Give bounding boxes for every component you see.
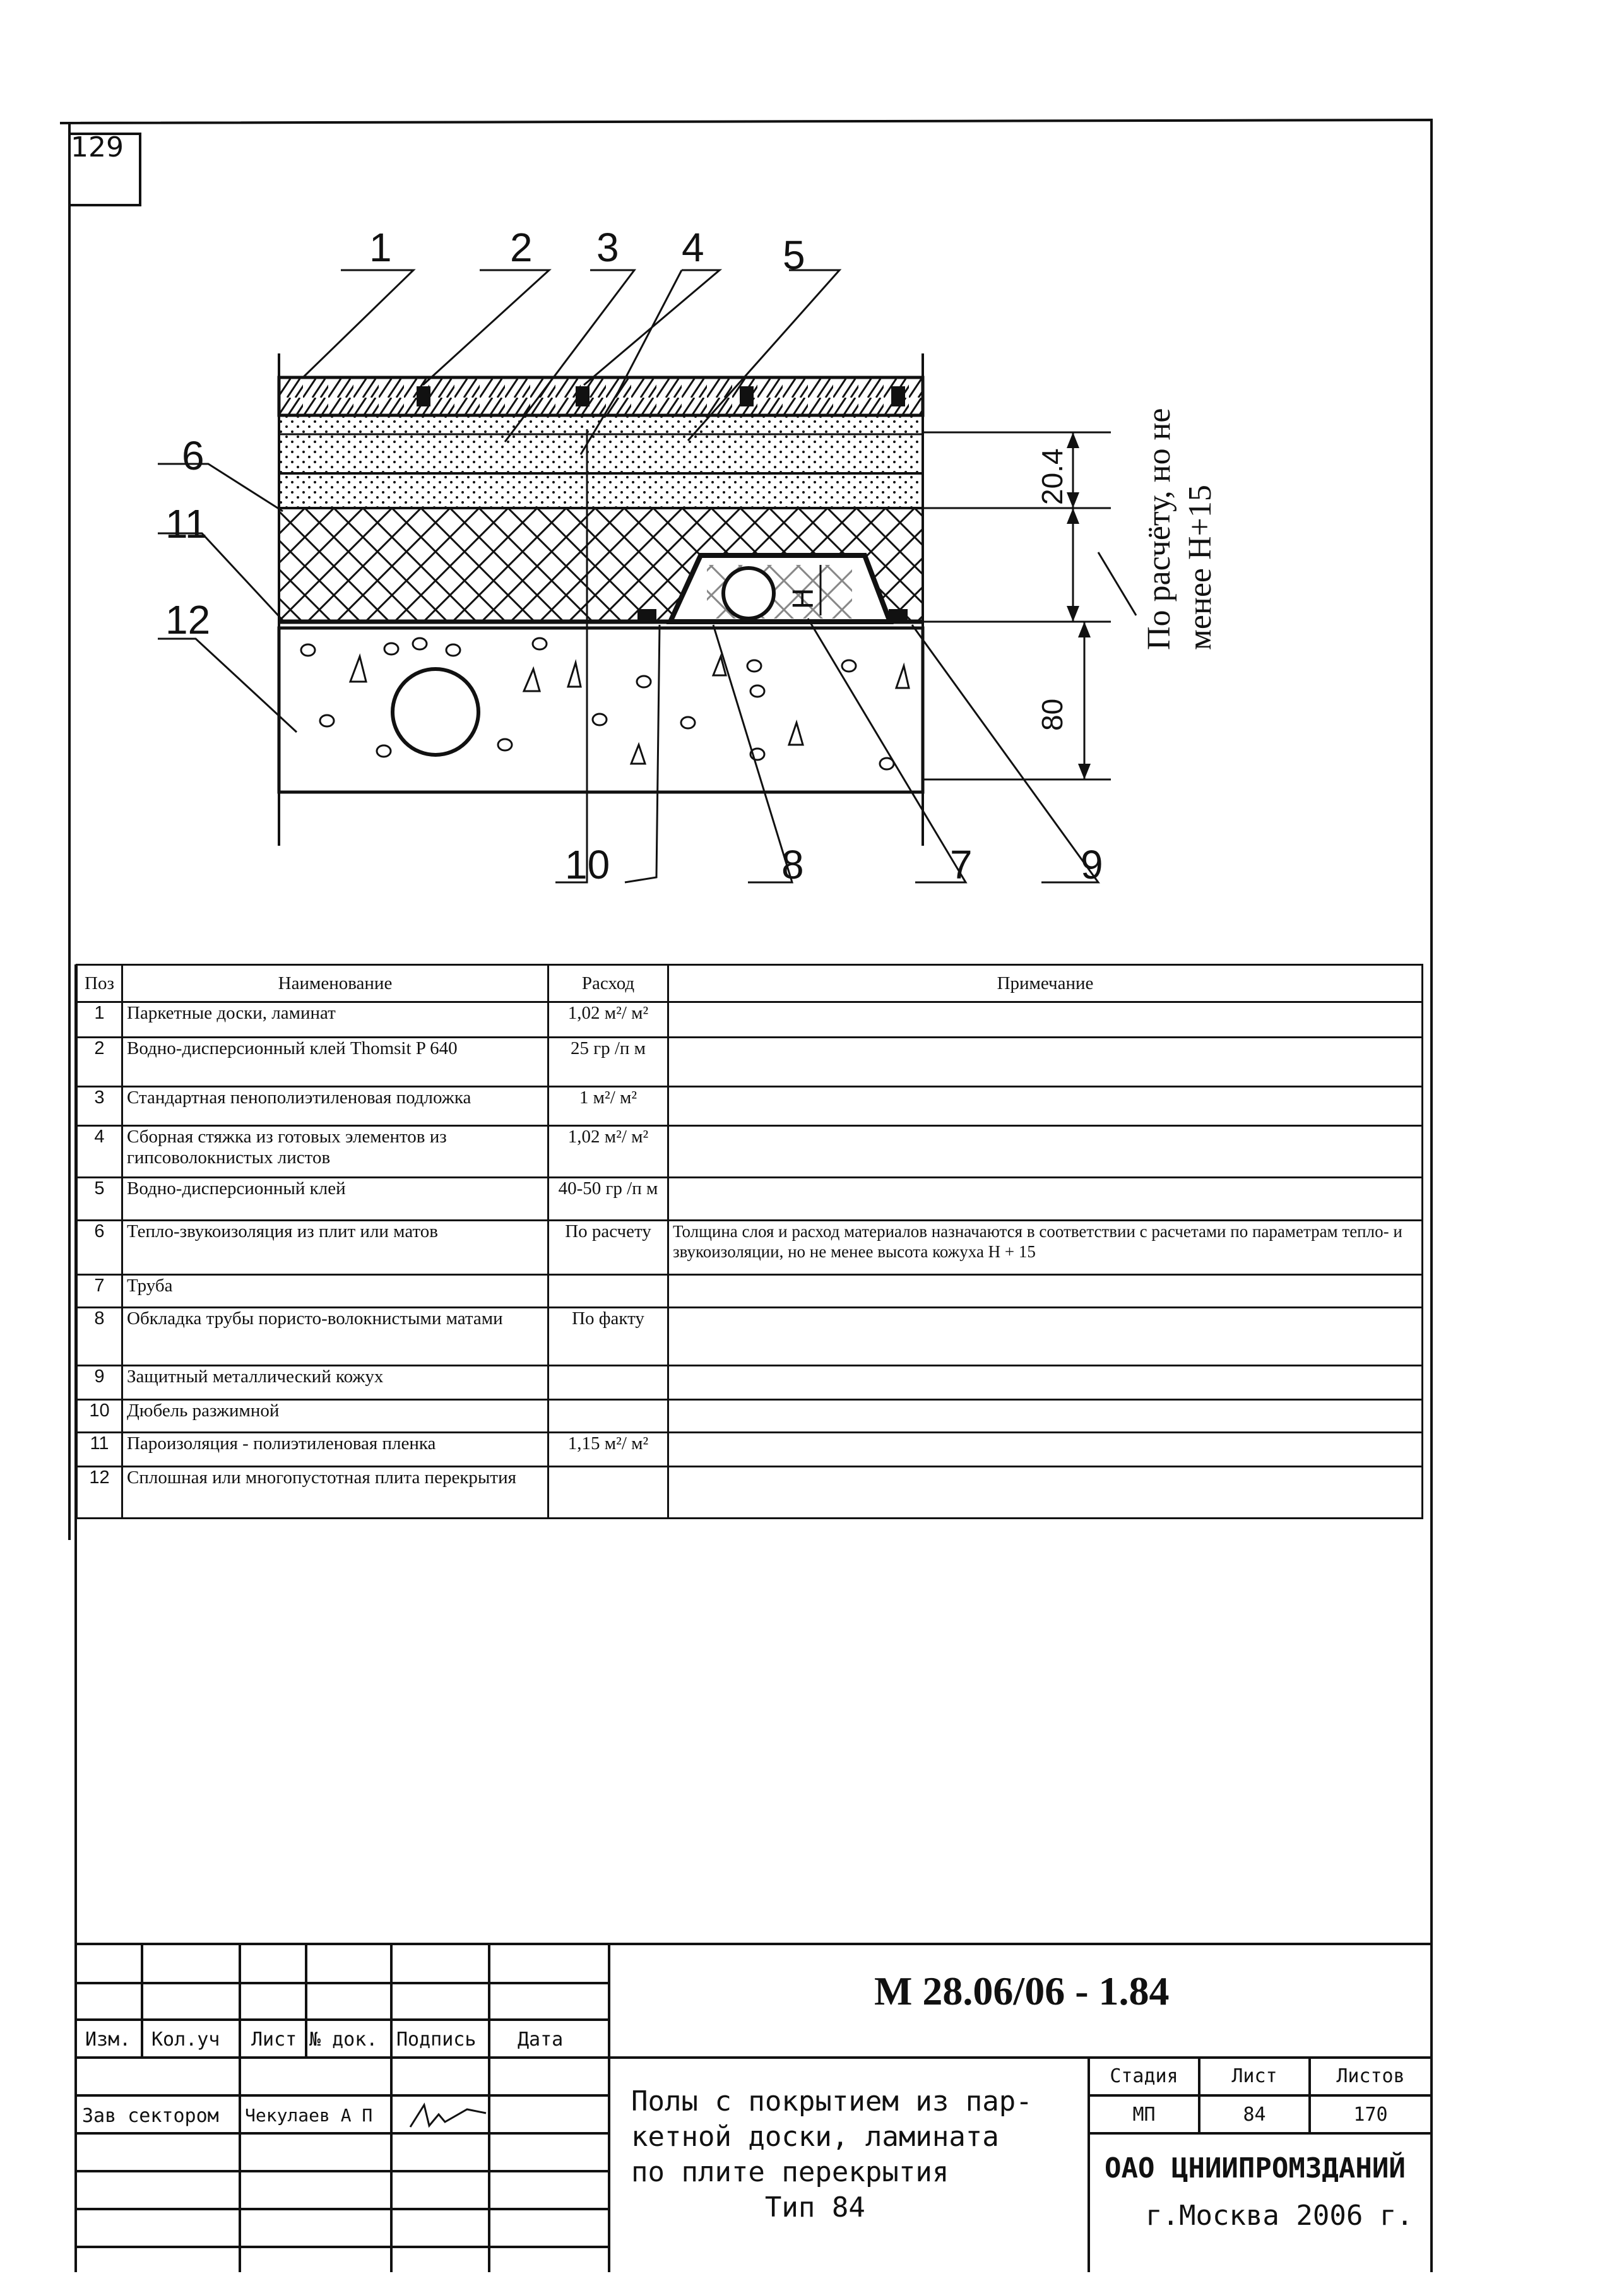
specification-table bbox=[76, 964, 1423, 1519]
callout-8: 8 bbox=[781, 842, 804, 887]
sheet-label: Лист bbox=[1231, 2065, 1277, 2087]
header-consumption: Расход bbox=[548, 965, 668, 1002]
sheets-label: Листов bbox=[1336, 2065, 1405, 2087]
role-label: Зав сектором bbox=[82, 2105, 219, 2127]
callout-10: 10 bbox=[565, 842, 610, 887]
sheets-value: 170 bbox=[1353, 2104, 1388, 2126]
col-list: Лист bbox=[251, 2029, 297, 2051]
table-row: 6 Тепло-звукоизоляция из плит или матов По расчету Толщина слоя и расход материалов назначаются в соответствии с расчетами по параметрам тепло- и звукоизоляции, но не менее высота кожуха H + 15 bbox=[77, 1221, 1423, 1275]
table-row: 8 Обкладка трубы пористо-волокнистыми матами По факту bbox=[77, 1308, 1423, 1366]
organization: ОАО ЦНИИПРОМЗДАНИЙ bbox=[1105, 2152, 1406, 2184]
col-date: Дата bbox=[518, 2029, 564, 2051]
drawing-title: Полы с покрытием из пар- кетной доски, ламината по плите перекрытия Тип 84 bbox=[631, 2085, 1033, 2224]
table-row: 1 Паркетные доски, ламинат 1,02 м²/ м² bbox=[77, 1002, 1423, 1038]
table-row: 4 Сборная стяжка из готовых элементов из гипсоволокнистых листов 1,02 м²/ м² bbox=[77, 1126, 1423, 1178]
col-sign: Подпись bbox=[396, 2029, 477, 2051]
callout-11: 11 bbox=[165, 501, 208, 547]
table-row: 3 Стандартная пенополиэтиленовая подложка 1 м²/ м² bbox=[77, 1087, 1423, 1126]
callout-2: 2 bbox=[510, 225, 533, 270]
callout-6: 6 bbox=[182, 433, 204, 478]
table-row: 5 Водно-дисперсионный клей 40-50 гр /п м bbox=[77, 1178, 1423, 1221]
stage-value: МП bbox=[1132, 2104, 1156, 2126]
dimension-20-4: 20.4 bbox=[1036, 448, 1069, 505]
person-name: Чекулаев А П bbox=[245, 2105, 373, 2126]
side-note-line1: По расчёту, но не bbox=[1141, 408, 1177, 650]
callout-3: 3 bbox=[596, 225, 619, 270]
header-name: Наименование bbox=[122, 965, 548, 1002]
sheet-value: 84 bbox=[1243, 2104, 1266, 2126]
table-row: 12 Сплошная или многопустотная плита перекрытия bbox=[77, 1467, 1423, 1519]
table-row: 11 Пароизоляция - полиэтиленовая пленка 1,15 м²/ м² bbox=[77, 1433, 1423, 1467]
callout-5: 5 bbox=[783, 232, 805, 278]
header-note: Примечание bbox=[668, 965, 1423, 1002]
table-row: 10 Дюбель разжимной bbox=[77, 1400, 1423, 1433]
callout-1: 1 bbox=[369, 225, 392, 270]
callout-12: 12 bbox=[165, 597, 211, 643]
side-note-line2: менее H+15 bbox=[1182, 485, 1218, 650]
document-code: М 28.06/06 - 1.84 bbox=[874, 1969, 1170, 2013]
col-izm: Изм. bbox=[85, 2029, 131, 2051]
callout-7: 7 bbox=[950, 842, 973, 887]
stage-label: Стадия bbox=[1110, 2065, 1178, 2087]
table-row: 9 Защитный металлический кожух bbox=[77, 1366, 1423, 1400]
floor-section bbox=[279, 353, 923, 846]
callout-9: 9 bbox=[1081, 842, 1103, 887]
col-kol: Кол.уч bbox=[151, 2029, 220, 2051]
dimension-80: 80 bbox=[1036, 698, 1069, 731]
callout-4: 4 bbox=[682, 225, 704, 270]
dimension-h: H bbox=[786, 588, 819, 609]
sheet-number: 129 bbox=[71, 131, 124, 163]
signature bbox=[410, 2105, 486, 2127]
col-doc: № док. bbox=[309, 2029, 378, 2051]
city-year: г.Москва 2006 г. bbox=[1146, 2200, 1413, 2232]
header-pos: Поз bbox=[77, 965, 122, 1002]
table-row: 7 Труба bbox=[77, 1275, 1423, 1308]
table-row: 2 Водно-дисперсионный клей Thomsit P 640 25 гр /п м bbox=[77, 1038, 1423, 1087]
